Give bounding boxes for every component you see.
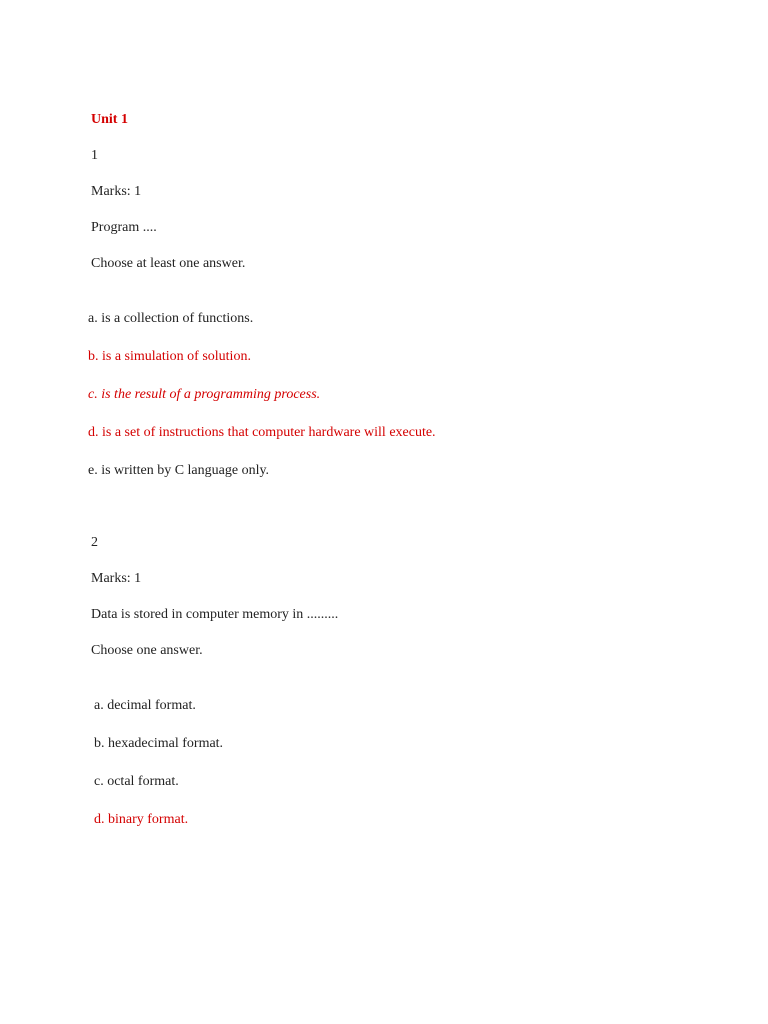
question-1-option-d: d. is a set of instructions that computer hardware will execute.: [88, 425, 436, 440]
question-1-option-e: e. is written by C language only.: [88, 463, 270, 478]
question-1-marks: Marks: 1: [91, 184, 142, 199]
question-1-option-c: c. is the result of a programming process.: [88, 387, 321, 402]
question-2-option-d: d. binary format.: [94, 812, 189, 827]
question-1-option-a: a. is a collection of functions.: [88, 311, 254, 326]
question-1-number: 1: [91, 148, 98, 163]
unit-title: Unit 1: [91, 112, 128, 127]
question-2-option-a: a. decimal format.: [94, 698, 196, 713]
question-2-prompt: Data is stored in computer memory in .........: [91, 607, 339, 622]
question-1-option-b: b. is a simulation of solution.: [88, 349, 251, 364]
question-1-prompt: Program ....: [91, 220, 157, 235]
question-2-instruction: Choose one answer.: [91, 643, 203, 658]
question-2-option-b: b. hexadecimal format.: [94, 736, 224, 751]
question-2-marks: Marks: 1: [91, 571, 142, 586]
question-1-instruction: Choose at least one answer.: [91, 256, 246, 271]
question-2-number: 2: [91, 535, 98, 550]
question-2-option-c: c. octal format.: [94, 774, 179, 789]
